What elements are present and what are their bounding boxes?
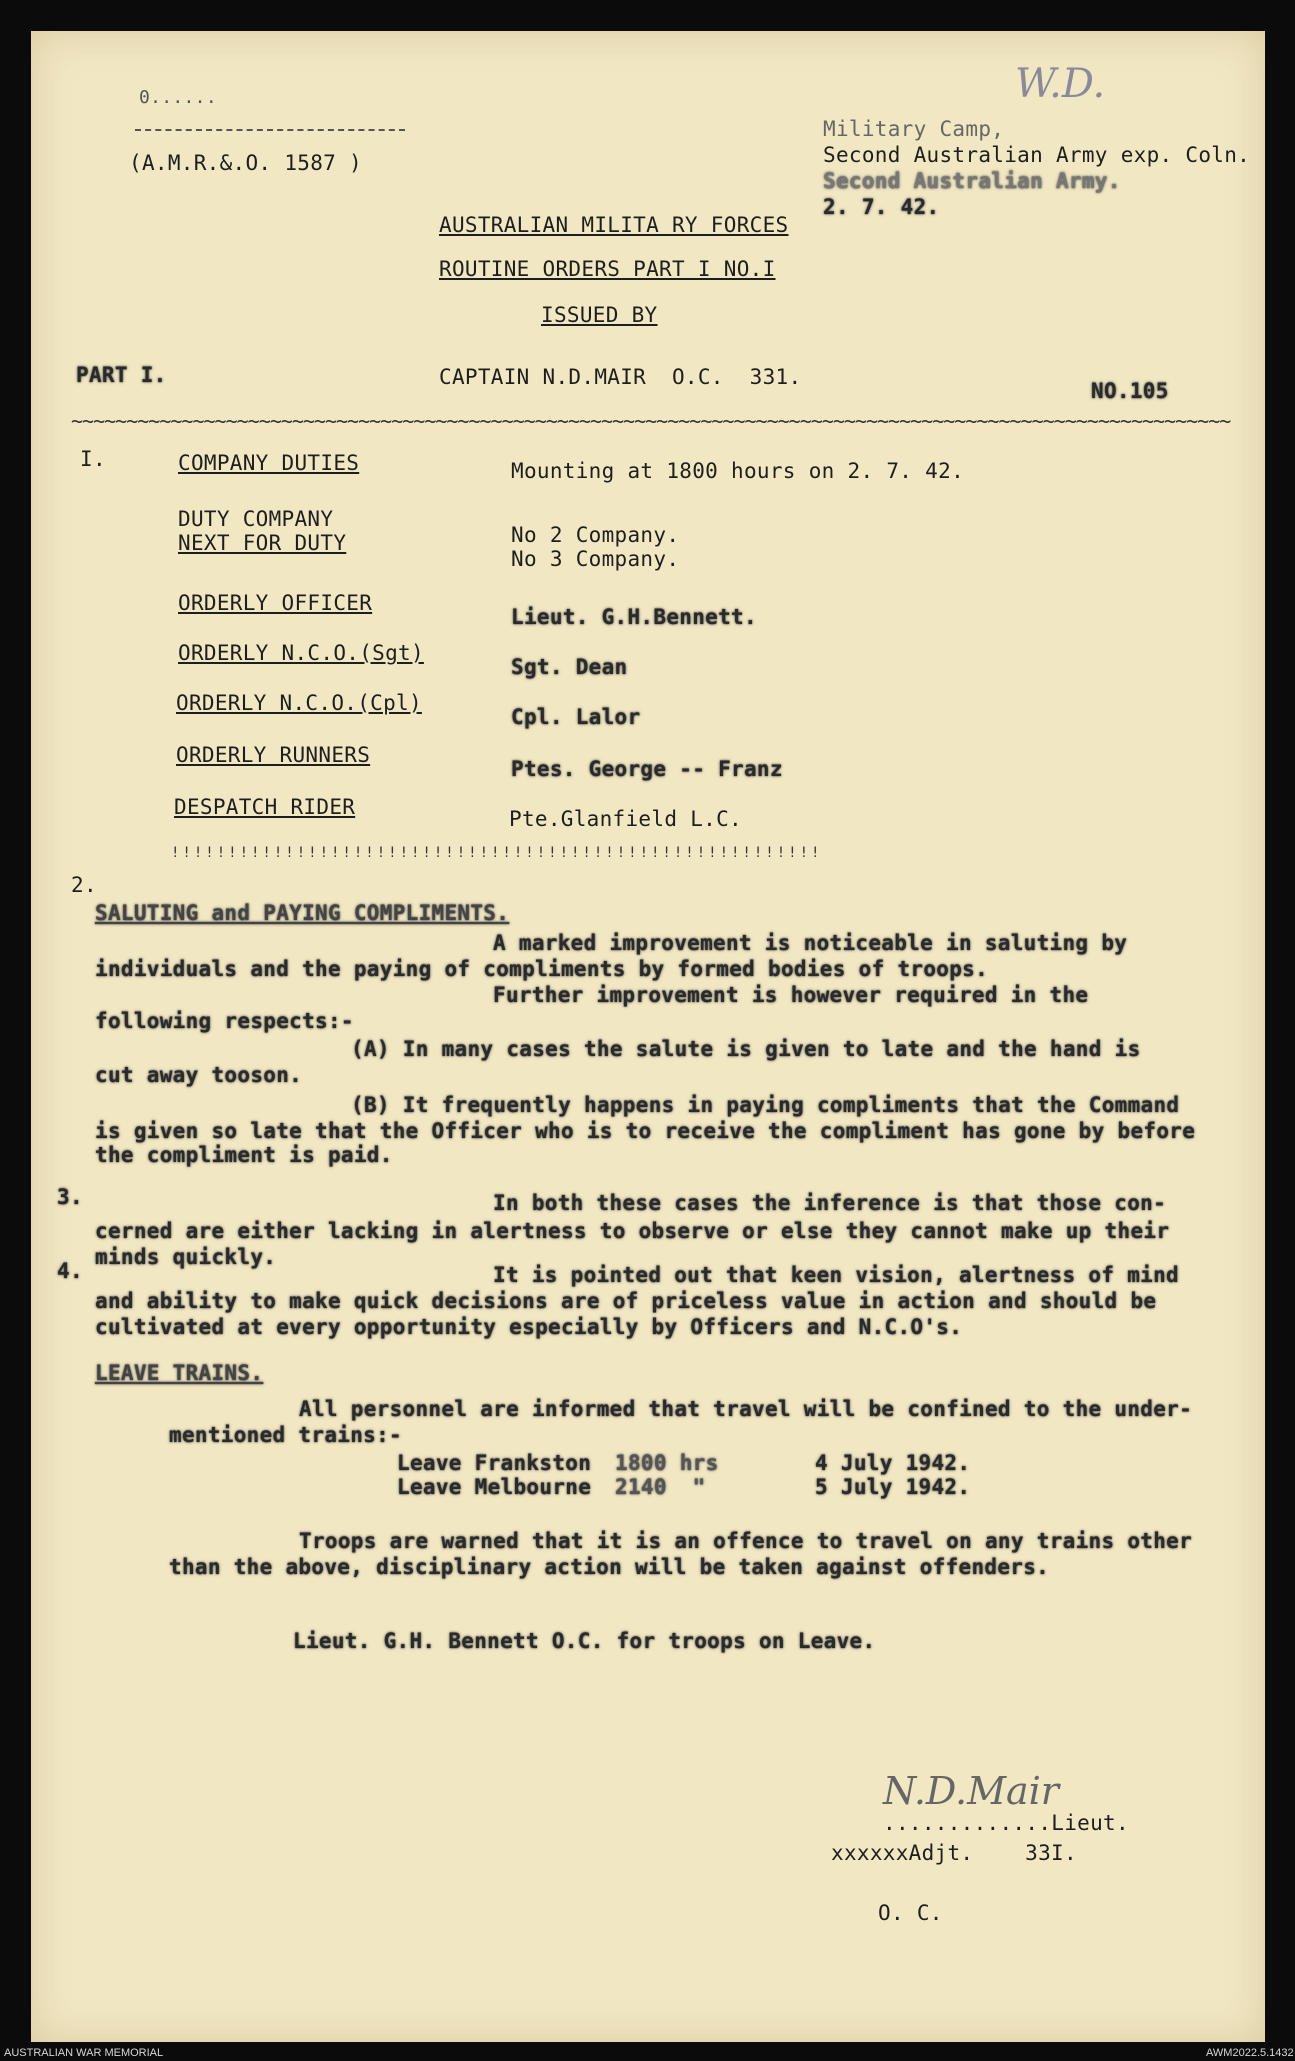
duty-label-duty-company: DUTY COMPANY bbox=[178, 507, 334, 531]
oc-leave-line: Lieut. G.H. Bennett O.C. for troops on Leave. bbox=[293, 1629, 876, 1653]
saluting-line: individuals and the paying of compliments by formed bodies of troops. bbox=[95, 957, 989, 981]
duty-label-orderly-sgt: ORDERLY N.C.O.(Sgt) bbox=[178, 641, 424, 665]
vision-line: cultivated at every opportunity especially by Officers and N.C.O's. bbox=[95, 1315, 963, 1339]
duty-value-orderly-runners: Ptes. George -- Franz bbox=[511, 757, 783, 781]
inference-line: minds quickly. bbox=[95, 1245, 277, 1269]
saluting-line: cut away tooson. bbox=[95, 1063, 303, 1087]
location-line-2: Second Australian Army exp. Coln. bbox=[823, 143, 1251, 167]
saluting-line: A marked improvement is noticeable in saluting by bbox=[493, 931, 1128, 955]
saluting-line: is given so late that the Officer who is to receive the compliment has gone by before bbox=[95, 1119, 1196, 1143]
duty-label-company-duties: COMPANY DUTIES bbox=[178, 451, 360, 475]
section-2-number: 2. bbox=[71, 873, 97, 897]
duty-value-orderly-cpl: Cpl. Lalor bbox=[511, 705, 641, 729]
train-station-2: Leave Melbourne bbox=[397, 1475, 592, 1499]
footer-accession: AWM2022.5.1432 bbox=[1206, 2047, 1294, 2059]
leave-line: All personnel are informed that travel will be confined to the under- bbox=[299, 1397, 1193, 1421]
saluting-line: (B) It frequently happens in paying compliments that the Command bbox=[351, 1093, 1180, 1117]
vision-line: It is pointed out that keen vision, alertness of mind bbox=[493, 1263, 1179, 1287]
train-date-2: 5 July 1942. bbox=[815, 1475, 971, 1499]
saluting-line: Further improvement is however required in the bbox=[493, 983, 1089, 1007]
signature: N.D.Mair bbox=[883, 1769, 1059, 1813]
duty-label-next-for-duty: NEXT FOR DUTY bbox=[178, 531, 347, 555]
warning-line: Troops are warned that it is an offence to travel on any trains other bbox=[299, 1529, 1193, 1553]
signature-line: .............Lieut. bbox=[883, 1811, 1129, 1835]
oc-signoff: O. C. bbox=[878, 1901, 943, 1925]
location-date: 2. 7. 42. bbox=[823, 195, 940, 219]
section-3-number: 3. bbox=[57, 1185, 83, 1209]
duty-value-company-duties: Mounting at 1800 hours on 2. 7. 42. bbox=[511, 459, 965, 483]
location-line-1: Military Camp, bbox=[823, 117, 1005, 141]
duty-value-despatch-rider: Pte.Glanfield L.C. bbox=[509, 807, 742, 831]
footer-credit: AUSTRALIAN WAR MEMORIAL bbox=[4, 2047, 164, 2059]
adjutant-line: xxxxxxAdjt. 33I. bbox=[831, 1841, 1077, 1865]
part-label: PART I. bbox=[76, 363, 167, 387]
section-4-number: 4. bbox=[57, 1259, 83, 1283]
warning-line: than the above, disciplinary action will be taken against offenders. bbox=[169, 1555, 1050, 1579]
handwritten-mark: W.D. bbox=[1015, 61, 1106, 107]
duty-label-orderly-officer: ORDERLY OFFICER bbox=[178, 591, 373, 615]
reference-number: (A.M.R.&.O. 1587 ) bbox=[129, 151, 362, 175]
duty-value-orderly-officer: Lieut. G.H.Bennett. bbox=[511, 605, 757, 629]
document-page bbox=[31, 31, 1265, 2042]
tick-rule: !!!!!!!!!!!!!!!!!!!!!!!!!!!!!!!!!!!!!!!!!!!!!!!!!!!!!!!!! bbox=[171, 845, 823, 861]
vision-line: and ability to make quick decisions are of priceless value in action and should be bbox=[95, 1289, 1157, 1313]
duty-value-duty-company: No 2 Company. bbox=[511, 523, 680, 547]
order-number: NO.105 bbox=[1091, 379, 1169, 403]
train-time-1: 1800 hrs bbox=[615, 1451, 719, 1475]
leave-trains-heading: LEAVE TRAINS. bbox=[95, 1361, 264, 1385]
inference-line: cerned are either lacking in alertness to observe or else they cannot make up their bbox=[95, 1219, 1170, 1243]
location-line-3: Second Australian Army. bbox=[823, 169, 1121, 193]
wavy-rule: ~~~~~~~~~~~~~~~~~~~~~~~~~~~~~~~~~~~~~~~~~~~~~~~~~~~~~~~~~~~~~~~~~~~~~~~~~~~~~~~~~~~~~~~~~~~~~~~~~~~~~~~~~ bbox=[71, 409, 1231, 433]
saluting-heading: SALUTING and PAYING COMPLIMENTS. bbox=[95, 901, 510, 925]
duty-label-orderly-cpl: ORDERLY N.C.O.(Cpl) bbox=[176, 691, 422, 715]
duty-value-orderly-sgt: Sgt. Dean bbox=[511, 655, 628, 679]
saluting-line: (A) In many cases the salute is given to late and the hand is bbox=[351, 1037, 1141, 1061]
train-date-1: 4 July 1942. bbox=[815, 1451, 971, 1475]
saluting-line: following respects:- bbox=[95, 1009, 354, 1033]
duty-value-next-for-duty: No 3 Company. bbox=[511, 547, 680, 571]
reference-blank: 0...... bbox=[139, 87, 217, 108]
saluting-line: the compliment is paid. bbox=[95, 1143, 393, 1167]
train-station-1: Leave Frankston bbox=[397, 1451, 592, 1475]
title-line-3: ISSUED BY bbox=[541, 303, 658, 327]
train-time-2: 2140 " bbox=[615, 1475, 706, 1499]
title-line-4: CAPTAIN N.D.MAIR O.C. 331. bbox=[439, 365, 802, 389]
leave-line: mentioned trains:- bbox=[169, 1423, 402, 1447]
duty-label-orderly-runners: ORDERLY RUNNERS bbox=[176, 743, 371, 767]
inference-line: In both these cases the inference is that those con- bbox=[493, 1191, 1167, 1215]
reference-rule bbox=[135, 129, 405, 132]
title-line-1: AUSTRALIAN MILITA RY FORCES bbox=[439, 213, 789, 237]
title-line-2: ROUTINE ORDERS PART I NO.I bbox=[439, 257, 776, 281]
section-1-number: I. bbox=[80, 447, 106, 471]
duty-label-despatch-rider: DESPATCH RIDER bbox=[174, 795, 356, 819]
